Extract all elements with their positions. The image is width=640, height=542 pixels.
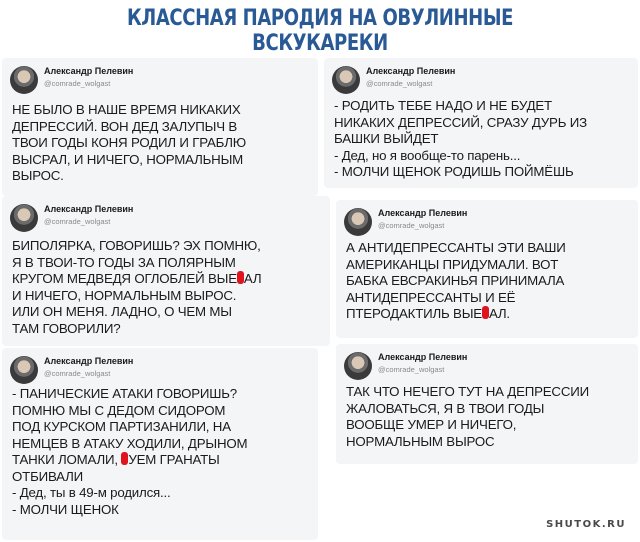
author-name: Александр Пелевин	[366, 66, 456, 76]
author-name: Александр Пелевин	[44, 66, 134, 76]
tweet-card	[2, 196, 330, 346]
author-handle: @comrade_wolgast	[44, 79, 111, 88]
tweet-text: А АНТИДЕПРЕССАНТЫ ЭТИ ВАШИ АМЕРИКАНЦЫ ПРИДУМАЛИ. ВОТ БАБКА ЕВСРАКИНЬЯ ПРИНИМАЛА АНТИДЕПРЕССАНТЫ И ЕЁ ПТЕРОДАКТИЛЬ ВЫЕ АЛ.	[346, 240, 566, 321]
tweet-card	[324, 58, 638, 188]
headline: КЛАССНАЯ ПАРОДИЯ НА ОВУЛИННЫЕ ВСКУКАРЕКИ	[126, 6, 514, 56]
avatar	[332, 66, 360, 94]
tweet-card	[336, 200, 638, 338]
avatar	[10, 204, 38, 232]
tweet-card	[336, 344, 638, 464]
censor-mark	[121, 452, 128, 465]
tweet-text: НЕ БЫЛО В НАШЕ ВРЕМЯ НИКАКИХ ДЕПРЕССИЙ. ВОН ДЕД ЗАЛУПЫЧ В ТВОИ ГОДЫ КОНЯ РОДИЛ И ГРАБЛЮ ВЫСРАЛ, И НИЧЕГО, НОРМАЛЬНЫМ ВЫРОС.	[12, 102, 246, 183]
author-name: Александр Пелевин	[378, 208, 468, 218]
author-handle: @comrade_wolgast	[44, 369, 111, 378]
avatar	[10, 356, 38, 384]
author-name: Александр Пелевин	[44, 356, 134, 366]
author-handle: @comrade_wolgast	[366, 79, 433, 88]
author-handle: @comrade_wolgast	[44, 217, 111, 226]
avatar	[344, 208, 372, 236]
tweet-card	[2, 348, 318, 540]
tweet-text: ТАК ЧТО НЕЧЕГО ТУТ НА ДЕПРЕССИИ ЖАЛОВАТЬСЯ, Я В ТВОИ ГОДЫ ВООБЩЕ УМЕР И НИЧЕГО, НОРМАЛЬНЫМ ВЫРОС	[346, 384, 589, 449]
tweet-text: - ПАНИЧЕСКИЕ АТАКИ ГОВОРИШЬ? ПОМНЮ МЫ С ДЕДОМ СИДОРОМ ПОД КУРСКОМ ПАРТИЗАНИЛИ, НА НЕМЦЕВ В АТАКУ ХОДИЛИ, ДРЫНОМ ТАНКИ ЛОМАЛИ, УЕМ ГРАНАТЫ ОТБИВАЛИ - Дед, ты в 49-м родился... - МОЛЧИ ЩЕНОК	[12, 386, 248, 517]
censor-mark	[482, 306, 489, 319]
tweet-text: - РОДИТЬ ТЕБЕ НАДО И НЕ БУДЕТ НИКАКИХ ДЕПРЕССИЙ, СРАЗУ ДУРЬ ИЗ БАШКИ ВЫЙДЕТ - Дед, но я вообще-то парень... - МОЛЧИ ЩЕНОК РОДИШЬ ПОЙМЁШЬ	[334, 98, 587, 179]
author-name: Александр Пелевин	[44, 204, 134, 214]
avatar	[344, 352, 372, 380]
tweet-text: БИПОЛЯРКА, ГОВОРИШЬ? ЭХ ПОМНЮ, Я В ТВОИ-ТО ГОДЫ ЗА ПОЛЯРНЫМ КРУГОМ МЕДВЕДЯ ОГЛОБЛЕЙ ВЫЕ АЛ И НИЧЕГО, НОРМАЛЬНЫМ ВЫРОС. ИЛИ ОН МЕНЯ. ЛАДНО, О ЧЕМ МЫ ТАМ ГОВОРИЛИ?	[12, 238, 262, 336]
watermark: SHUTOK.RU	[546, 519, 626, 530]
author-handle: @comrade_wolgast	[378, 221, 445, 230]
author-name: Александр Пелевин	[378, 352, 468, 362]
censor-mark	[237, 271, 244, 284]
avatar	[10, 66, 38, 94]
author-handle: @comrade_wolgast	[378, 365, 445, 374]
tweet-card	[2, 58, 318, 196]
